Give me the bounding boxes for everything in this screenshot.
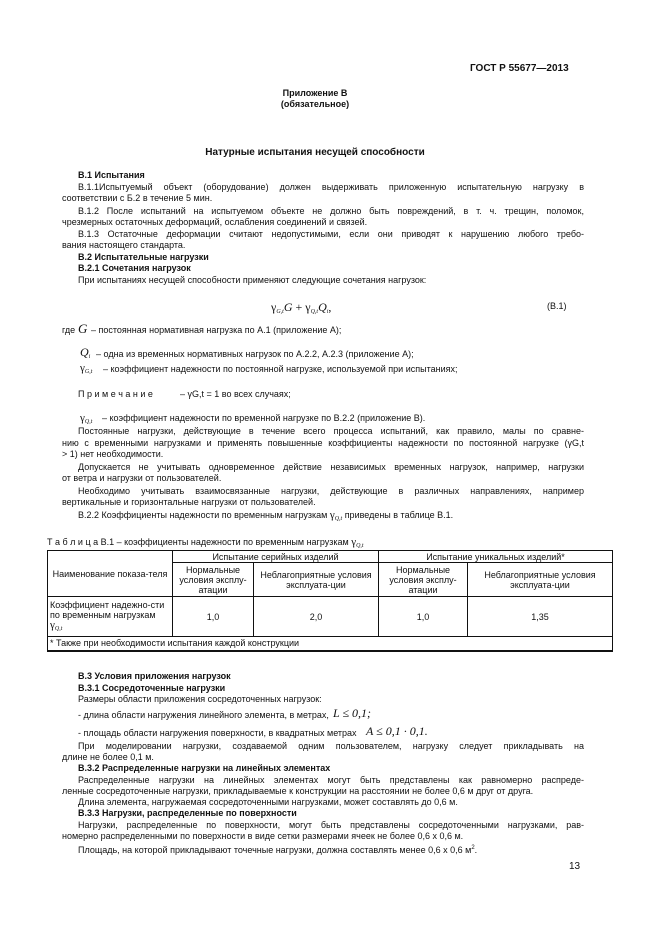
- symbol-gamma-q: $\gamma_{Q,t}$: [80, 412, 93, 425]
- col-header-name: Наименование показа-теля: [48, 551, 173, 597]
- appendix-title: Приложение В: [282, 88, 348, 98]
- b1-p2-line2: чрезмерных остаточных деформаций, ослабления соединений и связей.: [62, 217, 368, 227]
- b31-p-line2: длине не более 0,1 м.: [62, 752, 154, 762]
- symbol-q: $Q_i$: [80, 345, 91, 360]
- table-footnote: * Также при необходимости испытания каждой конструкции: [48, 637, 613, 651]
- p-ind-line1: Допускается не учитывать одновременное действие независимых временных нагрузок, например, нагрузки: [78, 462, 584, 472]
- b1-p3-line2: вания настоящего стандарта.: [62, 240, 186, 250]
- b31-length: - длина области нагружения линейного элемента, в метрах,: [78, 710, 329, 720]
- subheader-adverse-unique: Неблагоприятные условия эксплуата-ции: [468, 563, 613, 597]
- formula-number: (В.1): [547, 301, 567, 311]
- coefficients-table: [47, 550, 613, 652]
- q-description: – одна из временных нормативных нагрузок по А.2.2, А.2.3 (приложение А);: [96, 349, 414, 359]
- cell-value: 2,0: [254, 597, 379, 637]
- section-b21-heading: В.2.1 Сочетания нагрузок: [78, 263, 191, 273]
- b31-area: - площадь области нагружения поверхности, в квадратных метрах: [78, 728, 357, 738]
- b32-p-line2: ленные сосредоточенные нагрузки, прикладываемые к конструкции на расстоянии не более 0,6 м друг от друга.: [62, 786, 534, 796]
- cell-value: 1,0: [173, 597, 254, 637]
- note-label: П р и м е ч а н и е: [78, 389, 153, 399]
- where-label: где: [62, 325, 76, 335]
- b31-p-line1: При моделировании нагрузки, создаваемой одним пользователем, нагрузку следует прикладывать на: [78, 741, 584, 751]
- row-label: Коэффициент надежно-сти по временным нагрузкам $\gamma_{Q,t}$: [48, 597, 173, 637]
- subheader-adverse-serial: Неблагоприятные условия эксплуата-ции: [254, 563, 379, 597]
- cell-value: 1,35: [468, 597, 613, 637]
- b21-intro: При испытаниях несущей способности применяют следующие сочетания нагрузок:: [78, 275, 427, 285]
- note-text: – γG,t = 1 во всех случаях;: [180, 389, 291, 399]
- section-b32-heading: В.3.2 Распределенные нагрузки на линейных элементах: [78, 763, 331, 773]
- b1-p3-line1: В.1.3 Остаточные деформации считают недопустимыми, если они приводят к нарушению любого требо-: [78, 229, 584, 239]
- table-row: [48, 597, 613, 637]
- b22-paragraph: В.2.2 Коэффициенты надежности по временным нагрузкам $\gamma_{Q,t}$ приведены в таблице В.1.: [78, 509, 454, 522]
- p-perm-line2: нию с временными нагрузками и применять повышенные коэффициенты надежности по постоянной нагрузке (γG,t: [62, 438, 584, 448]
- b33-p2: Площадь, на которой прикладывают точечные нагрузки, должна составлять менее 0,6 х 0,6 $м^2$.: [78, 845, 478, 855]
- gamma-g-description: – коэффициент надежности по постоянной нагрузке, используемой при испытаниях;: [103, 364, 458, 374]
- gamma-q-description: – коэффициент надежности по временной нагрузке по В.2.2 (приложение В).: [102, 413, 426, 423]
- formula-b1: $\gamma_{G,t}G + \gamma_{Q,t}Q_i$,: [271, 300, 332, 315]
- b33-p-line2: номерно распределенными по поверхности в виде сетки размерами ячеек не более 0,6 х 0,6 м.: [62, 831, 464, 841]
- subheader-normal-serial: Нормальные условия эксплу-атации: [173, 563, 254, 597]
- b31-intro: Размеры области приложения сосредоточенных нагрузок:: [78, 694, 322, 704]
- g-description: – постоянная нормативная нагрузка по А.1 (приложение А);: [91, 325, 342, 335]
- main-title: Натурные испытания несущей способности: [205, 147, 425, 158]
- symbol-g: G: [78, 321, 88, 336]
- symbol-gamma-g: $\gamma_{G,t}$: [80, 362, 93, 375]
- doc-code: ГОСТ Р 55677—2013: [470, 63, 569, 74]
- b32-p2: Длина элемента, нагружаемая сосредоточенными нагрузками, может составлять до 0,6 м.: [78, 797, 458, 807]
- page-number: 13: [569, 861, 581, 872]
- p-rel-line2: вертикальные и горизонтальные нагрузки от пользователей.: [62, 497, 316, 507]
- b31-area-formula: A ≤ 0,1 · 0,1.: [366, 724, 428, 738]
- p-rel-line1: Необходимо учитывать взаимосвязанные нагрузки, действующие в различных направлениях, например: [78, 486, 584, 496]
- b1-p1-line2: соответствии с Б.2 в течение 5 мин.: [62, 193, 213, 203]
- section-b33-heading: В.3.3 Нагрузки, распределенные по поверхности: [78, 808, 297, 818]
- b1-p1-line1: В.1.1Испытуемый объект (оборудование) должен выдерживать приложенную испытательную нагрузку в: [78, 182, 584, 192]
- b1-p2-line1: В.1.2 После испытаний на испытуемом объекте не должно быть повреждений, в т. ч. трещин, поломок,: [78, 206, 584, 216]
- p-ind-line2: от ветра и нагрузки от пользователей.: [62, 473, 222, 483]
- b33-p-line1: Нагрузки, распределенные по поверхности, могут быть представлены сосредоточенными нагрузками, рав-: [78, 820, 584, 830]
- group-header-unique: Испытание уникальных изделий*: [379, 551, 613, 563]
- section-b1-heading: В.1 Испытания: [78, 170, 145, 180]
- b31-length-formula: L ≤ 0,1;: [333, 706, 372, 720]
- section-b31-heading: В.3.1 Сосредоточенные нагрузки: [78, 683, 226, 693]
- appendix-subtitle: (обязательное): [280, 99, 350, 109]
- section-b2-heading: В.2 Испытательные нагрузки: [78, 252, 209, 262]
- b32-p-line1: Распределенные нагрузки на линейных элементах могут быть представлены как равномерно распреде-: [78, 775, 584, 785]
- p-perm-line1: Постоянные нагрузки, действующие в течение всего процесса испытаний, как правило, малы по сравне-: [78, 426, 584, 436]
- group-header-serial: Испытание серийных изделий: [173, 551, 379, 563]
- section-b3-heading: В.3 Условия приложения нагрузок: [78, 671, 231, 681]
- cell-value: 1,0: [379, 597, 468, 637]
- subheader-normal-unique: Нормальные условия эксплу-атации: [379, 563, 468, 597]
- p-perm-line3: > 1) нет необходимости.: [62, 449, 164, 459]
- table-caption: Т а б л и ц а В.1 – коэффициенты надежности по временным нагрузкам $\gamma_{Q,t}$: [47, 536, 364, 549]
